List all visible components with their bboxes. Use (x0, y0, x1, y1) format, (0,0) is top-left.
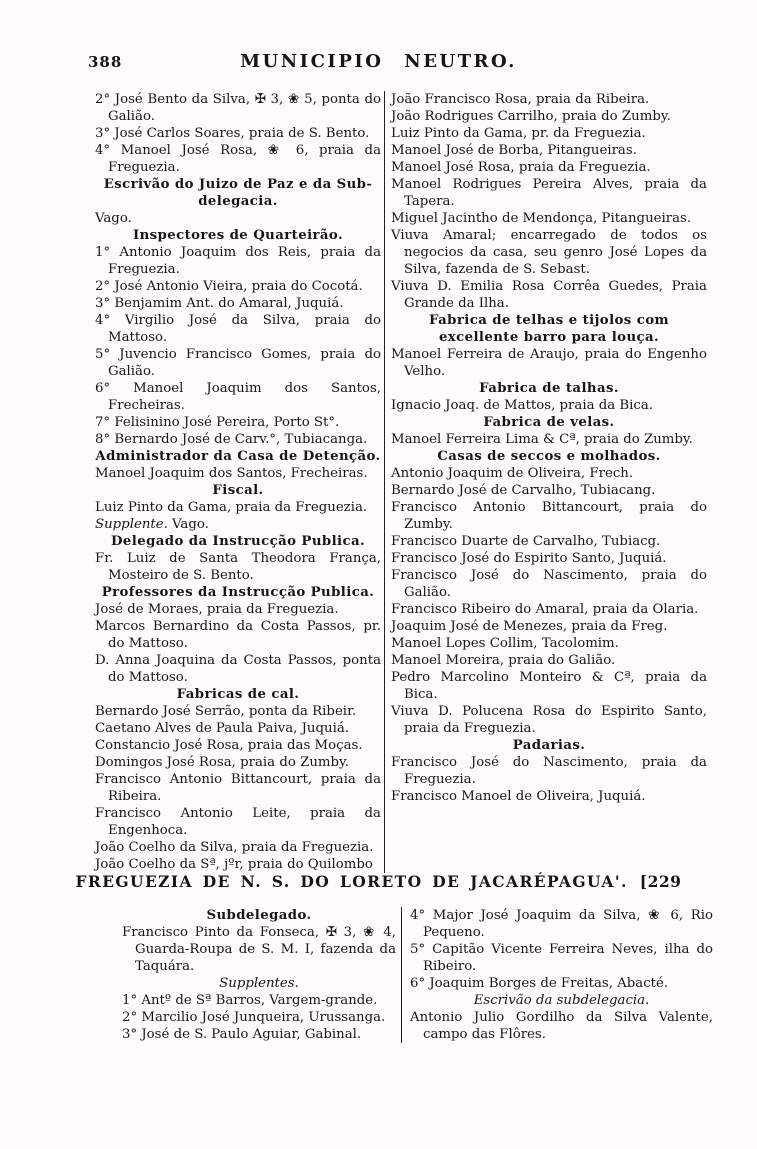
directory-entry: João Coelho da Sª, jºr, praia do Quilombo (95, 857, 373, 872)
directory-entry: 4° Manoel José Rosa, ❀ 6, praia da Freguezia. (95, 143, 381, 175)
group-heading: Fabricas de cal. (176, 687, 300, 702)
directory-entry: Vago. (95, 211, 132, 226)
directory-entry: Domingos José Rosa, praia do Zumby. (95, 755, 349, 770)
directory-entry: 2° José Bento da Silva, ✠ 3, ❀ 5, ponta do Galião. (95, 92, 381, 124)
directory-entry: Miguel Jacintho de Mendonça, Pitangueiras. (391, 211, 692, 226)
directory-entry: 8° Bernardo José de Carv.°, Tubiacanga. (95, 432, 368, 447)
directory-entry: 1° Antonio Joaquim dos Reis, praia da Freguezia. (95, 245, 381, 277)
directory-entry: Manoel José de Borba, Pitangueiras. (391, 143, 637, 158)
group-heading: Professores da Instrucção Publica. (101, 585, 375, 600)
directory-entry: Caetano Alves de Paula Paiva, Juquiá. (95, 721, 349, 736)
directory-entry: Ignacio Joaq. de Mattos, praia da Bica. (391, 398, 654, 413)
group-heading: Delegado da Instrucção Publica. (110, 534, 366, 549)
directory-entry: Francisco José do Nascimento, praia do Galião. (391, 568, 707, 600)
top-right-column (384, 91, 707, 873)
directory-entry: Supplente. Vago. (95, 517, 209, 532)
bottom-directory-section (100, 907, 713, 1043)
directory-entry: Antonio Julio Gordilho da Silva Valente, campo das Flôres. (410, 1010, 713, 1042)
directory-entry: Francisco Manoel de Oliveira, Juquiá. (391, 789, 646, 804)
directory-entry: 3° José de S. Paulo Aguiar, Gabinal. (122, 1027, 362, 1042)
group-heading: Inspectores de Quarteirão. (132, 228, 343, 243)
directory-entry: Antonio Joaquim de Oliveira, Frech. (391, 466, 634, 481)
directory-entry: Manoel Moreira, praia do Galião. (391, 653, 616, 668)
top-left-column (95, 91, 384, 873)
directory-entry: Fr. Luiz de Santa Theodora França, Mosteiro de S. Bento. (95, 551, 381, 583)
directory-entry: 6° Joaquim Borges de Freitas, Abacté. (410, 976, 669, 991)
directory-entry: Francisco Duarte de Carvalho, Tubiacg. (391, 534, 661, 549)
directory-entry: Bernardo José Serrão, ponta da Ribeir. (95, 704, 357, 719)
directory-entry: Viuva D. Polucena Rosa do Espirito Santo, praia da Freguezia. (391, 704, 707, 736)
directory-entry: Francisco Pinto da Fonseca, ✠ 3, ❀ 4, Guarda-Roupa de S. M. I, fazenda da Taquára. (122, 925, 396, 974)
directory-entry: 4° Virgilio José da Silva, praia do Mattoso. (95, 313, 381, 345)
directory-entry: Manoel Joaquim dos Santos, Frecheiras. (95, 466, 368, 481)
directory-entry: João Rodrigues Carrilho, praia do Zumby. (391, 109, 671, 124)
directory-entry: Viuva Amaral; encarregado de todos os negocios da casa, seu genro José Lopes da Silva, fazenda de S. Sebast. (391, 228, 707, 277)
directory-entry: Viuva D. Emilia Rosa Corrêa Guedes, Praia Grande da Ilha. (391, 279, 707, 311)
directory-entry: João Francisco Rosa, praia da Ribeira. (391, 92, 650, 107)
directory-entry: Francisco Antonio Bittancourt, praia da Ribeira. (95, 772, 381, 804)
group-heading: Escrivão do Juizo de Paz e da Sub-delegacia. (103, 177, 373, 209)
directory-entry: 3° José Carlos Soares, praia de S. Bento. (95, 126, 370, 141)
directory-entry: Manoel Lopes Collim, Tacolomim. (391, 636, 619, 651)
bottom-right-column (401, 907, 713, 1043)
directory-entry: Joaquim José de Menezes, praia da Freg. (391, 619, 668, 634)
group-heading: Fabrica de talhas. (479, 381, 619, 396)
directory-entry: 3° Benjamim Ant. do Amaral, Juquiá. (95, 296, 344, 311)
directory-entry: Francisco José do Espirito Santo, Juquiá. (391, 551, 667, 566)
running-title: MUNICIPIO NEUTRO. (240, 51, 517, 72)
directory-entry: José de Moraes, praia da Freguezia. (95, 602, 339, 617)
directory-entry: Francisco Antonio Leite, praia da Engenhoca. (95, 806, 381, 838)
directory-entry: 5° Juvencio Francisco Gomes, praia do Galião. (95, 347, 381, 379)
directory-entry: 6° Manoel Joaquim dos Santos, Frecheiras. (95, 381, 381, 413)
group-heading: Fiscal. (212, 483, 264, 498)
group-heading: Subdelegado. (206, 908, 312, 923)
top-directory-section (95, 91, 707, 873)
directory-entry: Francisco José do Nascimento, praia da Freguezia. (391, 755, 707, 787)
directory-entry: 2° José Antonio Vieira, praia do Cocotá. (95, 279, 363, 294)
directory-entry: Manoel Ferreira Lima & Cª, praia do Zumby. (391, 432, 693, 447)
directory-entry: Bernardo José de Carvalho, Tubiacang. (391, 483, 656, 498)
directory-entry: Constancio José Rosa, praia das Moças. (95, 738, 363, 753)
directory-entry: Manoel Ferreira de Araujo, praia do Engenho Velho. (391, 347, 707, 379)
directory-entry: Luiz Pinto da Gama, praia da Freguezia. (95, 500, 368, 515)
directory-entry: Marcos Bernardino da Costa Passos, pr. do Mattoso. (95, 619, 381, 651)
directory-entry: D. Anna Joaquina da Costa Passos, ponta do Mattoso. (95, 653, 381, 685)
directory-entry: 4° Major José Joaquim da Silva, ❀ 6, Rio Pequeno. (410, 908, 713, 940)
column-reference: [229 (639, 872, 682, 891)
freguezia-section-heading (0, 872, 757, 891)
directory-entry: Manoel José Rosa, praia da Freguezia. (391, 160, 651, 175)
directory-entry: 5° Capitão Vicente Ferreira Neves, ilha do Ribeiro. (410, 942, 713, 974)
directory-entry: 7° Felisinino José Pereira, Porto St°. (95, 415, 340, 430)
group-heading: Fabrica de telhas e tijolos com excellente barro para louça. (429, 313, 669, 345)
group-heading: Administrador da Casa de Detenção. (95, 449, 381, 464)
group-heading-italic: Supplentes. (219, 976, 299, 991)
group-heading: Casas de seccos e molhados. (437, 449, 661, 464)
bottom-left-column (100, 907, 401, 1043)
directory-entry: 2° Marcilio José Junqueira, Urussanga. (122, 1010, 386, 1025)
directory-entry: 1° Antº de Sª Barros, Vargem-grande. (122, 993, 378, 1008)
group-heading: Fabrica de velas. (483, 415, 615, 430)
directory-entry: João Coelho da Silva, praia da Freguezia. (95, 840, 374, 855)
group-heading: Padarias. (512, 738, 586, 753)
page-number: 388 (88, 53, 123, 71)
directory-entry: Luiz Pinto da Gama, pr. da Freguezia. (391, 126, 646, 141)
directory-entry: Manoel Rodrigues Pereira Alves, praia da Tapera. (391, 177, 707, 209)
directory-entry: Pedro Marcolino Monteiro & Cª, praia da Bica. (391, 670, 707, 702)
section-heading-text: FREGUEZIA DE N. S. DO LORETO DE JACARÉPAGUA'. (75, 872, 628, 891)
group-heading-italic: Escrivão da subdelegacia. (473, 993, 650, 1008)
directory-entry: Francisco Ribeiro do Amaral, praia da Olaria. (391, 602, 699, 617)
directory-entry: Francisco Antonio Bittancourt, praia do Zumby. (391, 500, 707, 532)
